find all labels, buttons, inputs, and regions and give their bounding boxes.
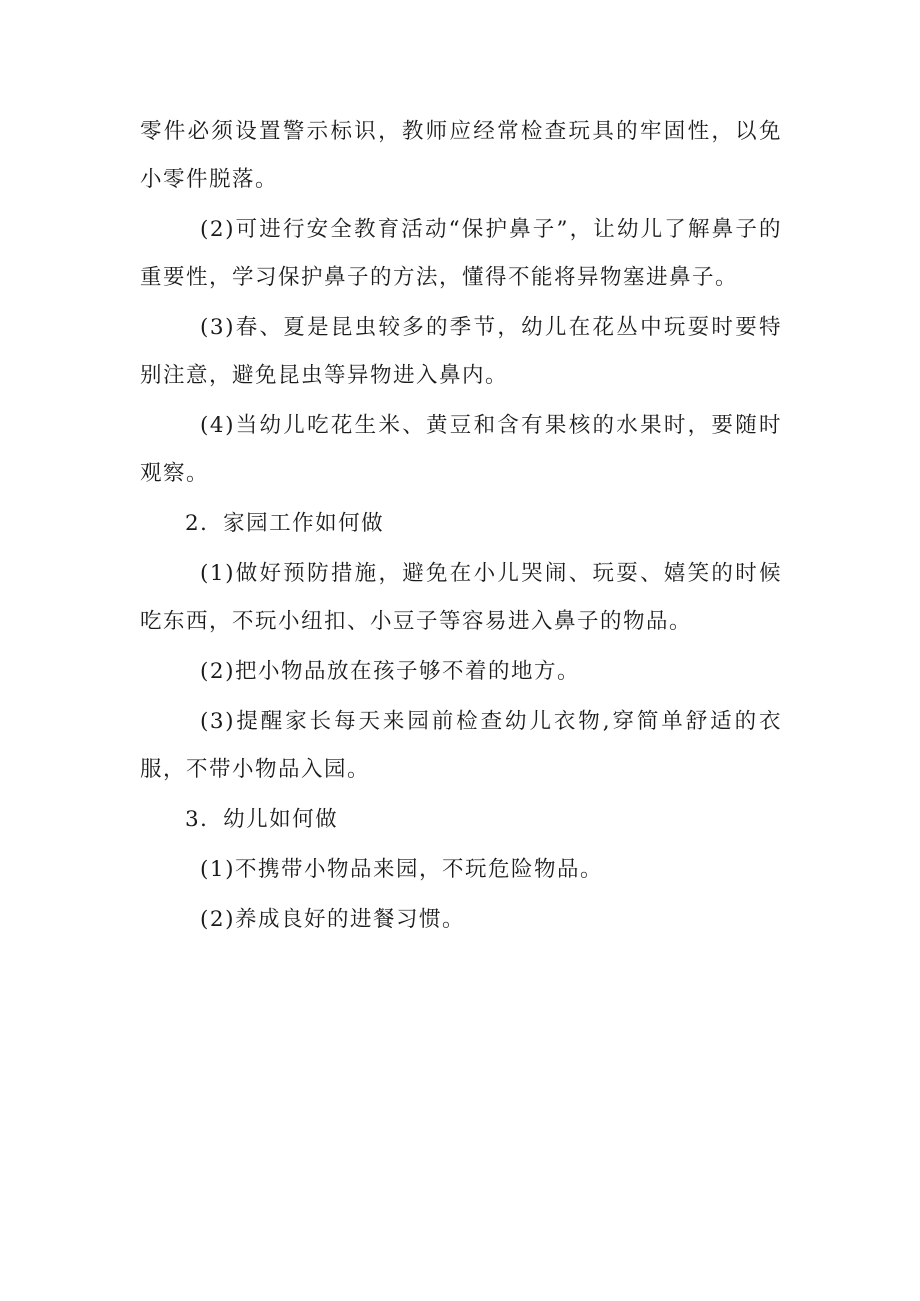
paragraph-toy-safety-continued: 零件必须设置警示标识，教师应经常检查玩具的牢固性，以免小零件脱落。 xyxy=(140,119,782,192)
section-heading-home-school: 2．家园工作如何做 xyxy=(185,511,385,536)
paragraph-small-items: (2)把小物品放在孩子够不着的地方。 xyxy=(200,659,580,684)
paragraph-prevention: (1)做好预防措施，避免在小儿哭闹、玩耍、嬉笑的时候吃东西，不玩小纽扣、小豆子等容易进入鼻子的物品。 xyxy=(140,561,782,634)
paragraph-nose-education: (2)可进行安全教育活动“保护鼻子”，让幼儿了解鼻子的重要性，学习保护鼻子的方法，懂得不能将异物塞进鼻子。 xyxy=(140,217,782,290)
section-heading-children: 3．幼儿如何做 xyxy=(185,807,339,832)
paragraph-eating-observe: (4)当幼儿吃花生米、黄豆和含有果核的水果时，要随时观察。 xyxy=(140,413,782,486)
paragraph-parent-reminder: (3)提醒家长每天来园前检查幼儿衣物,穿简单舒适的衣服，不带小物品入园。 xyxy=(140,709,782,782)
paragraph-no-small-items: (1)不携带小物品来园，不玩危险物品。 xyxy=(200,857,603,882)
paragraph-eating-habits: (2)养成良好的进餐习惯。 xyxy=(200,907,465,932)
paragraph-insects: (3)春、夏是昆虫较多的季节，幼儿在花丛中玩耍时要特别注意，避免昆虫等异物进入鼻内。 xyxy=(140,315,782,388)
